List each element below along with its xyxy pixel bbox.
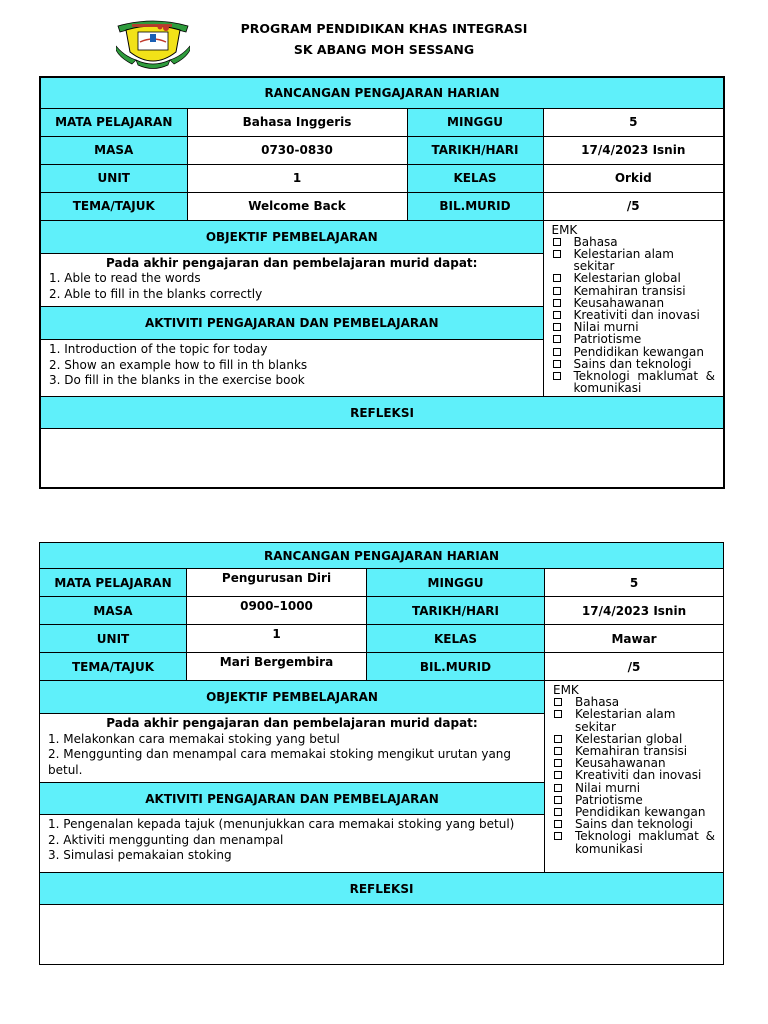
emk-item: Keusahawanan [552, 297, 716, 309]
minggu-label: MINGGU [367, 569, 545, 597]
emk-item: Sains dan teknologi [553, 818, 715, 830]
tema-value: Mari Bergembira [187, 653, 367, 681]
checkbox-icon [554, 759, 562, 767]
checkbox-icon [554, 808, 562, 816]
aktiviti-header: AKTIVITI PENGAJARAN DAN PEMBELAJARAN [40, 783, 545, 815]
checkbox-icon [553, 335, 561, 343]
emk-item: Nilai murni [552, 321, 716, 333]
checkbox-icon [553, 287, 561, 295]
aktiviti-item: 1. Pengenalan kepada tajuk (menunjukkan cara memakai stoking yang betul) [48, 817, 515, 831]
checkbox-icon [554, 698, 562, 706]
objektif-item: 2. Menggunting dan menampal cara memakai stoking mengikut urutan yang betul. [48, 747, 512, 777]
tarikh-label: TARIKH/HARI [367, 597, 545, 625]
tema-label: TEMA/TAJUK [40, 192, 187, 220]
emk-item: Pendidikan kewangan [552, 346, 716, 358]
emk-list [552, 236, 716, 395]
emk-item: Patriotisme [552, 333, 716, 345]
emk-item: Kelestarian alam sekitar [552, 248, 716, 272]
checkbox-icon [553, 348, 561, 356]
tarikh-value: 17/4/2023 Isnin [545, 597, 724, 625]
aktiviti-item: 3. Simulasi pemakaian stoking [48, 848, 232, 862]
minggu-value: 5 [545, 569, 724, 597]
checkbox-icon [553, 360, 561, 368]
checkbox-icon [554, 832, 562, 840]
emk-label: EMK [553, 683, 579, 697]
refleksi-header: REFLEKSI [40, 873, 724, 905]
tarikh-value: 17/4/2023 Isnin [543, 136, 724, 164]
checkbox-icon [553, 250, 561, 258]
aktiviti-item: 1. Introduction of the topic for today [49, 342, 268, 357]
emk-item: Pendidikan kewangan [553, 806, 715, 818]
aktiviti-content [40, 815, 545, 873]
aktiviti-item: 2. Show an example how to fill in th blanks [49, 357, 308, 372]
mata-pelajaran-value: Pengurusan Diri [187, 569, 367, 597]
emk-cell [545, 681, 724, 873]
objektif-intro: Pada akhir pengajaran dan pembelajaran murid dapat: [106, 255, 478, 270]
tarikh-label: TARIKH/HARI [407, 136, 543, 164]
refleksi-header: REFLEKSI [40, 397, 724, 429]
checkbox-icon [554, 771, 562, 779]
objektif-item: 2. Able to fill in the blanks correctly [49, 286, 263, 301]
masa-value: 0730-0830 [187, 136, 407, 164]
aktiviti-content [40, 340, 543, 397]
checkbox-icon [554, 735, 562, 743]
lesson-plan-2 [39, 542, 724, 965]
refleksi-content [40, 905, 724, 965]
checkbox-icon [553, 299, 561, 307]
checkbox-icon [553, 323, 561, 331]
aktiviti-item: 3. Do fill in the blanks in the exercise book [49, 373, 305, 388]
checkbox-icon [554, 710, 562, 718]
minggu-label: MINGGU [407, 108, 543, 136]
checkbox-icon [553, 274, 561, 282]
aktiviti-item: 2. Aktiviti menggunting dan menampal [48, 832, 284, 847]
aktiviti-header: AKTIVITI PENGAJARAN DAN PEMBELAJARAN [40, 307, 543, 340]
emk-item: Sains dan teknologi [552, 358, 716, 370]
objektif-content [40, 253, 543, 307]
bil-murid-label: BIL.MURID [367, 653, 545, 681]
objektif-header: OBJEKTIF PEMBELAJARAN [40, 681, 545, 714]
emk-list [553, 696, 715, 855]
emk-item: Bahasa [552, 236, 716, 248]
refleksi-content [40, 429, 724, 488]
emk-item: Kemahiran transisi [553, 745, 715, 757]
emk-item: Teknologi maklumat & komunikasi [552, 370, 716, 394]
checkbox-icon [553, 238, 561, 246]
document-header [0, 0, 768, 76]
objektif-item: 1. Able to read the words [49, 271, 201, 286]
objektif-content [40, 714, 545, 783]
checkbox-icon [554, 796, 562, 804]
minggu-value: 5 [543, 108, 724, 136]
program-title: PROGRAM PENDIDIKAN KHAS INTEGRASI [240, 21, 528, 36]
kelas-value: Mawar [545, 625, 724, 653]
bil-murid-value: /5 [545, 653, 724, 681]
objektif-item: 1. Melakonkan cara memakai stoking yang betul [48, 731, 340, 746]
masa-label: MASA [40, 136, 187, 164]
objektif-intro: Pada akhir pengajaran dan pembelajaran murid dapat: [106, 716, 478, 730]
masa-label: MASA [40, 597, 187, 625]
school-name: SK ABANG MOH SESSANG [293, 42, 475, 57]
kelas-label: KELAS [407, 164, 543, 192]
emk-item: Keusahawanan [553, 757, 715, 769]
plan-title: RANCANGAN PENGAJARAN HARIAN [40, 77, 724, 108]
lesson-plan-1 [39, 76, 725, 489]
kelas-label: KELAS [367, 625, 545, 653]
emk-label: EMK [551, 222, 578, 237]
unit-label: UNIT [40, 164, 187, 192]
emk-item: Bahasa [553, 696, 715, 708]
checkbox-icon [554, 747, 562, 755]
unit-label: UNIT [40, 625, 187, 653]
bil-murid-label: BIL.MURID [407, 192, 543, 220]
bil-murid-value: /5 [543, 192, 724, 220]
emk-item: Kemahiran transisi [552, 285, 716, 297]
emk-item: Kreativiti dan inovasi [553, 769, 715, 781]
emk-item: Kelestarian alam sekitar [553, 708, 715, 732]
checkbox-icon [554, 820, 562, 828]
kelas-value: Orkid [543, 164, 724, 192]
plan-title: RANCANGAN PENGAJARAN HARIAN [40, 543, 724, 569]
unit-value: 1 [187, 625, 367, 653]
mata-pelajaran-label: MATA PELAJARAN [40, 108, 187, 136]
emk-cell [543, 220, 724, 397]
tema-label: TEMA/TAJUK [40, 653, 187, 681]
mata-pelajaran-value: Bahasa Inggeris [187, 108, 407, 136]
objektif-header: OBJEKTIF PEMBELAJARAN [40, 220, 543, 253]
emk-item: Nilai murni [553, 782, 715, 794]
masa-value: 0900–1000 [187, 597, 367, 625]
checkbox-icon [553, 372, 561, 380]
emk-item: Kreativiti dan inovasi [552, 309, 716, 321]
mata-pelajaran-label: MATA PELAJARAN [40, 569, 187, 597]
emk-item: Patriotisme [553, 794, 715, 806]
unit-value: 1 [187, 164, 407, 192]
tema-value: Welcome Back [187, 192, 407, 220]
emk-item: Kelestarian global [552, 272, 716, 284]
checkbox-icon [553, 311, 561, 319]
checkbox-icon [554, 784, 562, 792]
emk-item: Teknologi maklumat & komunikasi [553, 830, 715, 854]
emk-item: Kelestarian global [553, 733, 715, 745]
